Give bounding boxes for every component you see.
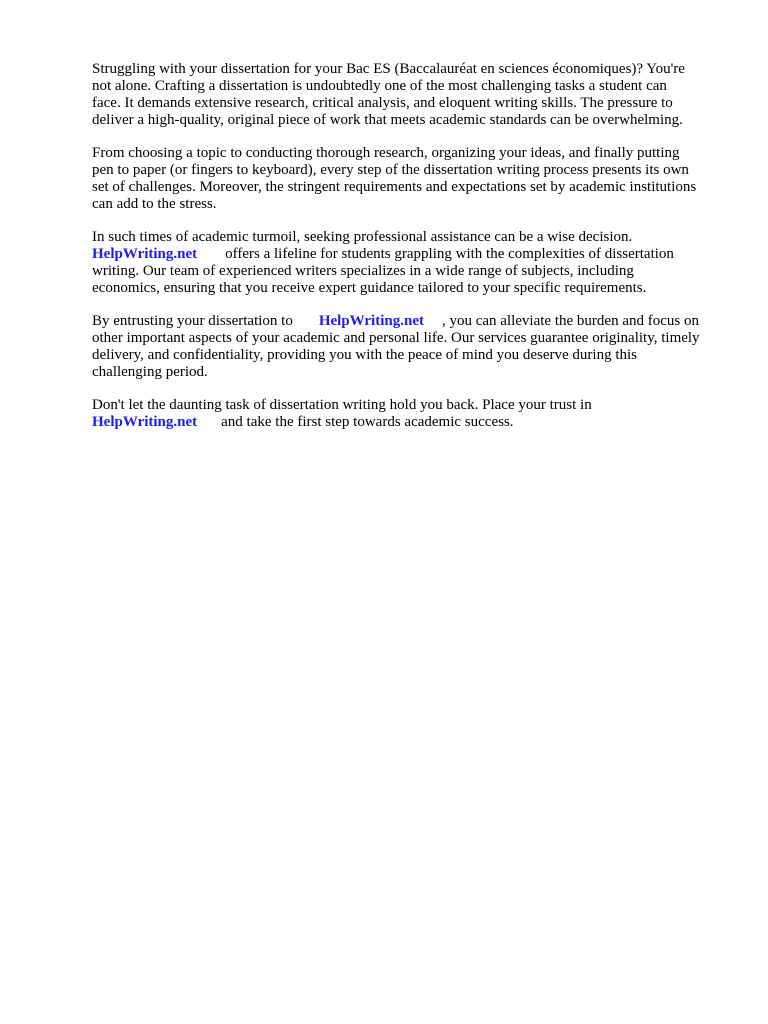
text-line: not alone. Crafting a dissertation is undoubtedly one of the most challenging tasks a student can <box>92 78 667 94</box>
text-line: Don't let the daunting task of dissertation writing hold you back. Place your trust in <box>92 397 592 413</box>
text-line <box>92 313 732 330</box>
text-line: face. It demands extensive research, critical analysis, and eloquent writing skills. The pressure to <box>92 95 673 111</box>
text-line: economics, ensuring that you receive expert guidance tailored to your specific requirements. <box>92 280 647 296</box>
text-line: set of challenges. Moreover, the stringent requirements and expectations set by academic institutions <box>92 179 697 195</box>
text-line: delivery, and confidentiality, providing you with the peace of mind you deserve during this <box>92 347 638 363</box>
helpwriting-link[interactable]: HelpWriting.net <box>318 313 424 329</box>
text-line: In such times of academic turmoil, seeking professional assistance can be a wise decision. <box>92 229 633 245</box>
text-line: can add to the stress. <box>92 196 217 212</box>
paragraph-intro <box>92 61 732 129</box>
paragraph-closing <box>92 397 732 431</box>
paragraph-assistance <box>92 229 732 297</box>
text-segment: and take the first step towards academic success. <box>221 414 514 430</box>
helpwriting-link[interactable]: HelpWriting.net <box>92 246 198 262</box>
text-line: challenging period. <box>92 364 208 380</box>
text-segment: By entrusting your dissertation to <box>92 313 293 329</box>
text-line: pen to paper (or fingers to keyboard), every step of the dissertation writing process presents its own <box>92 162 689 178</box>
paragraph-challenges <box>92 145 732 213</box>
document-body <box>92 61 732 447</box>
text-line <box>92 414 732 431</box>
text-line: writing. Our team of experienced writers specializes in a wide range of subjects, including <box>92 263 634 279</box>
text-line: Struggling with your dissertation for your Bac ES (Baccalauréat en sciences économiques)? You're <box>92 61 685 77</box>
text-segment: , you can alleviate the burden and focus on <box>441 313 699 329</box>
helpwriting-link[interactable]: HelpWriting.net <box>92 414 198 430</box>
text-line: From choosing a topic to conducting thorough research, organizing your ideas, and finally putting <box>92 145 680 161</box>
paragraph-entrusting <box>92 313 732 381</box>
text-line <box>92 246 732 263</box>
text-segment: offers a lifeline for students grappling with the complexities of dissertation <box>225 246 674 262</box>
text-line: other important aspects of your academic and personal life. Our services guarantee originality, timely <box>92 330 700 346</box>
text-line: deliver a high-quality, original piece of work that meets academic standards can be overwhelming. <box>92 112 683 128</box>
